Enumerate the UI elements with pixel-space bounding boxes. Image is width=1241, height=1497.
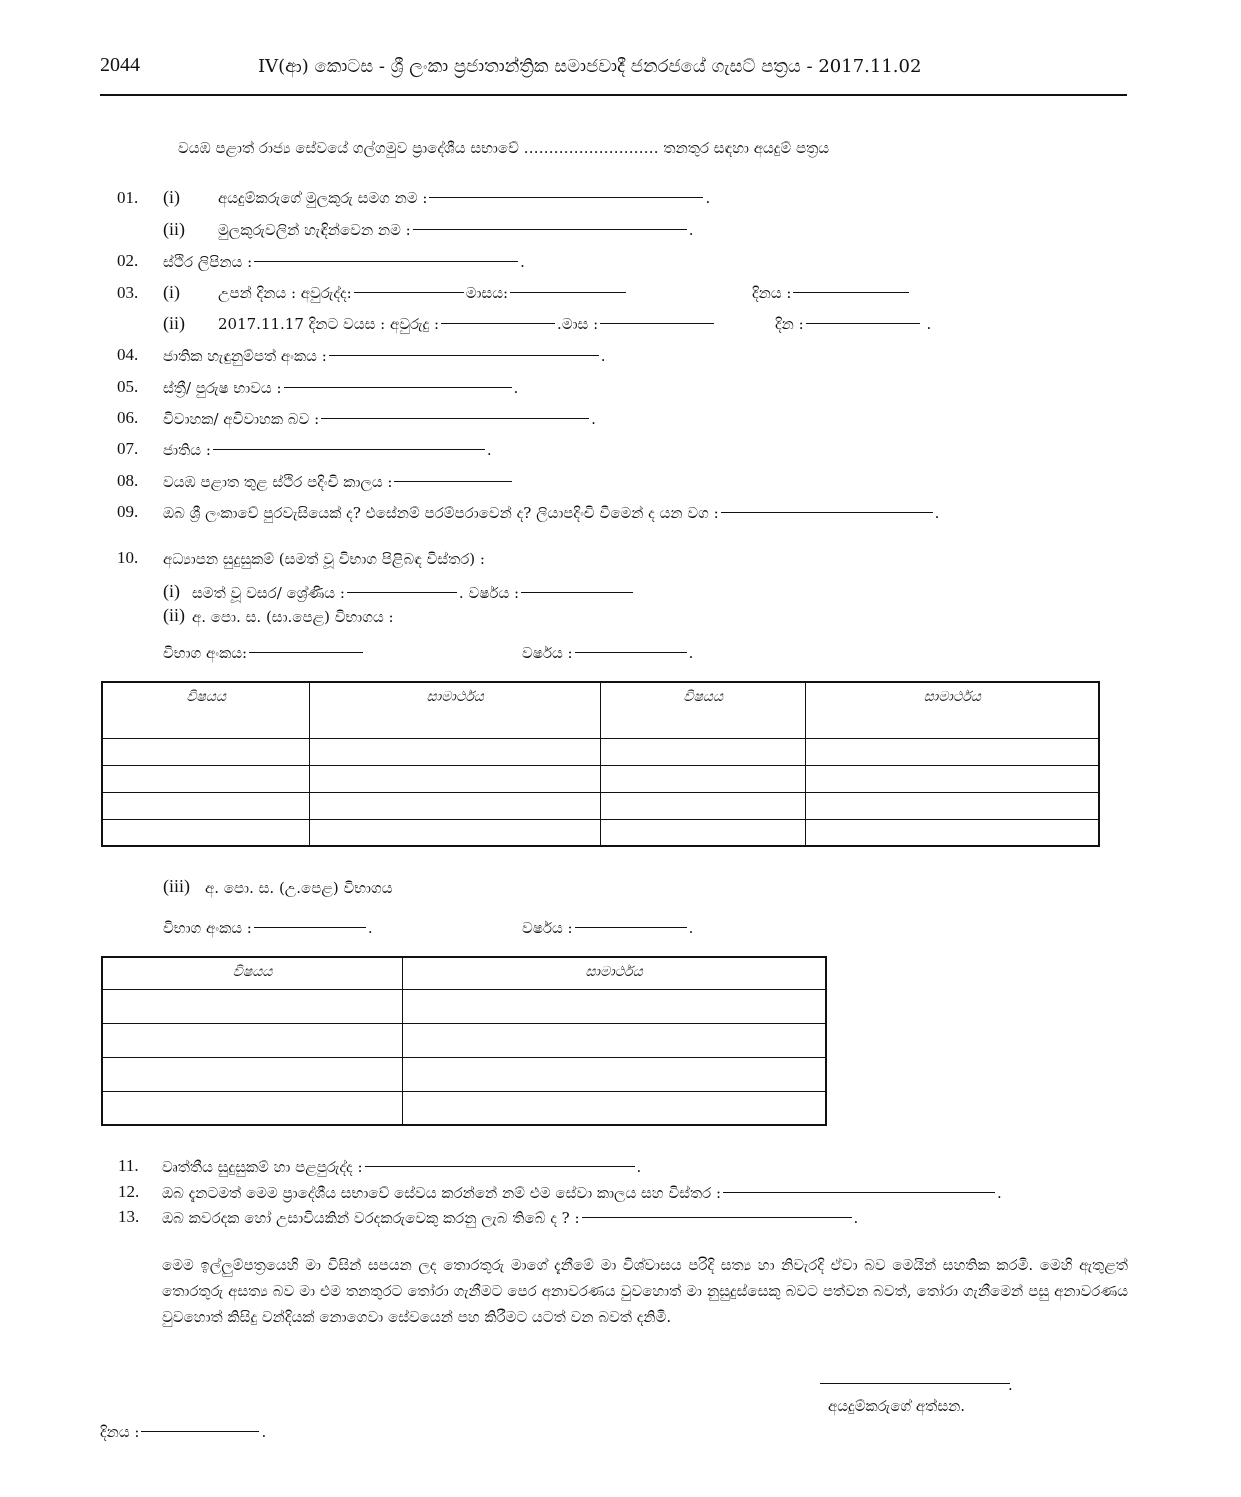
ol-table-cell[interactable] [310, 738, 601, 765]
item-09-field[interactable]: ඔබ ශ්‍රී ලංකාවේ පුරවැසියෙක් ද? එසේනම් පරම්පරාවෙන් ද? ලියාපදිංචි වීමෙන් ද යන වග : . [163, 504, 940, 522]
ol-table-cell[interactable] [102, 738, 310, 765]
age-years-label: 2017.11.17 දිනට වයස : අවුරුදු : [218, 315, 440, 333]
ol-table-cell[interactable] [600, 792, 806, 819]
item-12-number: 12. [118, 1182, 140, 1201]
ol-table-header-row [102, 682, 1099, 738]
item-07-number: 07. [117, 439, 139, 458]
ol-index-label: විභාග අංකය: [163, 644, 248, 662]
al-exam-label: අ. පො. ස. (උ.පෙළ) විභාගය [205, 879, 393, 897]
ol-exam-label: අ. පො. ස. (සා.පෙළ) විභාගය : [192, 608, 394, 626]
fill-line [575, 926, 687, 928]
dob-day-label: දිනය : [752, 284, 792, 302]
al-year-field[interactable]: වර්ෂය : . [522, 919, 694, 937]
ol-index-field[interactable] [163, 644, 365, 662]
item-01-i: (i) [163, 187, 180, 207]
date-label: දිනය : [100, 1423, 140, 1441]
item-07-field[interactable]: ජාතිය : . [163, 441, 492, 459]
dob-day-field[interactable] [752, 284, 911, 302]
item-01-i-field[interactable]: අයදුම්කරුගේ මුලකුරු සමග නම : . [218, 189, 711, 207]
item-09-label: ඔබ ශ්‍රී ලංකාවේ පුරවැසියෙක් ද? එසේනම් පරම්පරාවෙන් ද? ලියාපදිංචි වීමෙන් ද යන වග : [163, 504, 719, 522]
fill-line [254, 926, 366, 928]
item-13-field[interactable]: ඔබ කවරදක හෝ උසාවියකින් වරදකරුවෙකු කරනු ලැබ තිබේ ද ? : . [162, 1209, 859, 1227]
fill-line [429, 196, 703, 198]
fill-line [600, 322, 714, 324]
item-04-label: ජාතික හැඳුනුම්පත් අංකය : [163, 347, 327, 365]
ol-table-cell[interactable] [600, 738, 806, 765]
item-01-i-label: අයදුම්කරුගේ මුලකුරු සමග නම : [218, 189, 428, 207]
date-field[interactable]: දිනය : . [100, 1423, 267, 1441]
ol-year-field[interactable]: වර්ෂය : . [522, 644, 694, 662]
ol-table-cell[interactable] [806, 819, 1099, 846]
fill-line [254, 260, 518, 262]
item-05-number: 05. [117, 377, 139, 396]
signature-label: අයදුම්කරුගේ අත්සන. [828, 1397, 966, 1415]
item-13-label: ඔබ කවරදක හෝ උසාවියකින් වරදකරුවෙකු කරනු ලැබ තිබේ ද ? : [162, 1209, 580, 1227]
page-number: 2044 [100, 54, 140, 76]
item-05-field[interactable]: ස්ත්‍රී/ පුරුෂ භාවය : . [163, 379, 519, 397]
al-table-cell[interactable] [403, 989, 826, 1023]
al-table-row [102, 1023, 826, 1057]
ol-table-header-3: සාමාර්ථය [806, 682, 1099, 738]
al-index-field[interactable]: විභාග අංකය : . [163, 919, 373, 937]
fill-line [321, 417, 589, 419]
ol-results-table [101, 681, 1100, 847]
item-01-ii-label: මුලකුරුවලින් හැඳින්වෙන නම : [218, 221, 411, 239]
item-06-field[interactable]: විවාහක/ අවිවාහක බව : . [163, 410, 596, 428]
item-03-number: 03. [117, 283, 139, 302]
item-09-number: 09. [117, 502, 139, 521]
item-03-ii: (ii) [163, 313, 185, 333]
item-08-field[interactable] [163, 473, 514, 491]
age-months-label: .මාස : [557, 315, 599, 333]
signature-dot: . [1008, 1376, 1013, 1394]
item-13-number: 13. [118, 1207, 140, 1226]
al-table-row [102, 1091, 826, 1125]
item-11-number: 11. [118, 1156, 139, 1175]
fill-line [329, 354, 599, 356]
ol-table-header-2: විෂයය [600, 682, 806, 738]
item-01-number: 01. [117, 188, 139, 207]
al-table-row [102, 1057, 826, 1091]
item-10-i: (i) [163, 581, 180, 601]
gazette-header: IV(ආ) කොටස - ශ්‍රී ලංකා ප්‍රජාතාන්ත්‍රික සමාජවාදී ජනරජයේ ගැසට් පත්‍රය - 2017.11.02 [258, 56, 922, 77]
item-07-label: ජාතිය : [163, 441, 211, 459]
fill-line [141, 1430, 259, 1432]
fill-line [413, 228, 687, 230]
al-table-cell[interactable] [403, 1057, 826, 1091]
item-12-label: ඔබ දැනටමත් මෙම ප්‍රාදේශීය සභාවේ සේවය කරන්නේ නම් එම සේවා කාලය සහ විස්තර : [162, 1184, 722, 1202]
fill-line [249, 651, 363, 653]
ol-table-cell[interactable] [310, 765, 601, 792]
signature-line[interactable] [820, 1382, 1010, 1384]
fill-line [723, 1191, 995, 1193]
item-05-label: ස්ත්‍රී/ පුරුෂ භාවය : [163, 379, 282, 397]
al-table-header-1: සාමාර්ථය [403, 957, 826, 989]
fill-line [721, 511, 933, 513]
item-11-field[interactable]: වෘත්තීය සුදුසුකම් හා පළපුරුද්ද : . [162, 1158, 642, 1176]
fill-line [510, 291, 626, 293]
ol-table-header-1: සාමාර්ථය [310, 682, 601, 738]
item-08-number: 08. [117, 471, 139, 490]
fill-line [365, 1165, 635, 1167]
ol-table-header-0: විෂයය [102, 682, 310, 738]
age-days-label: දින : [775, 315, 804, 333]
pass-year-label: සමත් වූ වසර/ ශ්‍රේණිය : [192, 584, 345, 602]
dob-month-label: මාසය: [465, 284, 509, 302]
item-10-ii: (ii) [163, 605, 185, 625]
al-table-cell[interactable] [102, 1057, 403, 1091]
item-02-label: ස්ථිර ලිපිනය : [163, 253, 253, 271]
al-index-label: විභාග අංකය : [163, 919, 252, 937]
fill-line [575, 651, 687, 653]
ol-table-cell[interactable] [600, 765, 806, 792]
al-table-cell[interactable] [403, 1023, 826, 1057]
fill-line [806, 322, 920, 324]
al-year-label: වර්ෂය : [522, 919, 573, 937]
fill-line [394, 480, 512, 482]
al-results-table [101, 956, 827, 1126]
ol-table-cell[interactable] [102, 819, 310, 846]
item-12-field[interactable]: ඔබ දැනටමත් මෙම ප්‍රාදේශීය සභාවේ සේවය කරන්නේ නම් එම සේවා කාලය සහ විස්තර : . [162, 1184, 1002, 1202]
form-title: වයඹ පළාත් රාජ්‍ය සේවයේ ගල්ගමුව ප්‍රාදේශීය සභාවේ ……………………… තනතුර සඳහා අයදුම් පත්‍රය [178, 139, 830, 157]
ol-table-cell[interactable] [310, 819, 601, 846]
al-table-header-0: විෂයය [102, 957, 403, 989]
header-rule [100, 94, 1127, 96]
item-03-i-field[interactable] [218, 284, 628, 302]
item-06-number: 06. [117, 408, 139, 427]
ol-table-cell[interactable] [806, 765, 1099, 792]
item-02-field[interactable]: ස්ථිර ලිපිනය : . [163, 253, 525, 271]
item-04-field[interactable]: ජාතික හැඳුනුම්පත් අංකය : . [163, 347, 606, 365]
item-10-number: 10. [117, 548, 139, 567]
ol-table-row [102, 738, 1099, 765]
item-10-iii: (iii) [163, 876, 190, 896]
ol-table-cell[interactable] [806, 792, 1099, 819]
al-table-header-row [102, 957, 826, 989]
item-03-i: (i) [163, 282, 180, 302]
item-02-number: 02. [117, 251, 139, 270]
ol-table-cell[interactable] [600, 819, 806, 846]
ol-table-cell[interactable] [310, 792, 601, 819]
ol-table-row [102, 765, 1099, 792]
al-table-cell[interactable] [403, 1091, 826, 1125]
item-10-label: අධ්‍යාපන සුදුසුකම් (සමත් වූ විභාග පිළිබඳ විස්තර) : [163, 550, 485, 568]
fill-line [582, 1216, 852, 1218]
fill-line [354, 291, 464, 293]
al-table-cell[interactable] [102, 1091, 403, 1125]
item-10-i-field[interactable] [192, 584, 635, 602]
ol-table-row [102, 819, 1099, 846]
item-04-number: 04. [117, 345, 139, 364]
fill-line [441, 322, 555, 324]
al-table-row [102, 989, 826, 1023]
item-08-label: වයඹ පළාත තුළ ස්ථිර පදිංචි කාලය : [163, 473, 393, 491]
al-table-cell[interactable] [102, 1023, 403, 1057]
item-06-label: විවාහක/ අවිවාහක බව : [163, 410, 320, 428]
item-01-ii: (ii) [163, 219, 185, 239]
ol-table-cell[interactable] [102, 792, 310, 819]
ol-table-row [102, 792, 1099, 819]
fill-line [521, 591, 633, 593]
fill-line [347, 591, 457, 593]
fill-line [793, 291, 909, 293]
ol-table-cell[interactable] [102, 765, 310, 792]
ol-year-label: වර්ෂය : [522, 644, 573, 662]
al-table-cell[interactable] [102, 989, 403, 1023]
item-01-ii-field[interactable]: මුලකුරුවලින් හැඳින්වෙන නම : . [218, 221, 694, 239]
pass-year-year-label: . වර්ෂය : [458, 584, 520, 602]
dob-year-label: උපන් දිනය : අවුරුද්ද: [218, 284, 352, 302]
fill-line [284, 386, 512, 388]
fill-line [213, 448, 485, 450]
declaration-text: මෙම ඉල්ලුම්පත්‍රයෙහි මා විසින් සපයන ලද තොරතුරු මාගේ දැනීමේ මා විශ්වාසය පරිදි සත්‍ය හා නිවැරදි ඒවා බව මෙයින් සහතික කරමි. මෙහි ඇතුළත් තොරතුරු අසත්‍ය බව මා එම තනතුරට තෝරා ගැනීමට පෙර අනාවරණය වුවහොත් මා නුසුදුස්සෙකු බවට පත්වන බවත්, තෝරා ගැනීමෙන් පසු අනාවරණය වුවහොත් කිසිදු වන්දියක් නොගෙවා සේවයෙන් පහ කිරීමට යටත් වන බවත් දනිමි. [162, 1256, 1128, 1326]
item-11-label: වෘත්තීය සුදුසුකම් හා පළපුරුද්ද : [162, 1158, 363, 1176]
age-days-field[interactable]: දින : . [775, 315, 932, 333]
ol-table-cell[interactable] [806, 738, 1099, 765]
item-03-ii-field[interactable] [218, 315, 716, 333]
